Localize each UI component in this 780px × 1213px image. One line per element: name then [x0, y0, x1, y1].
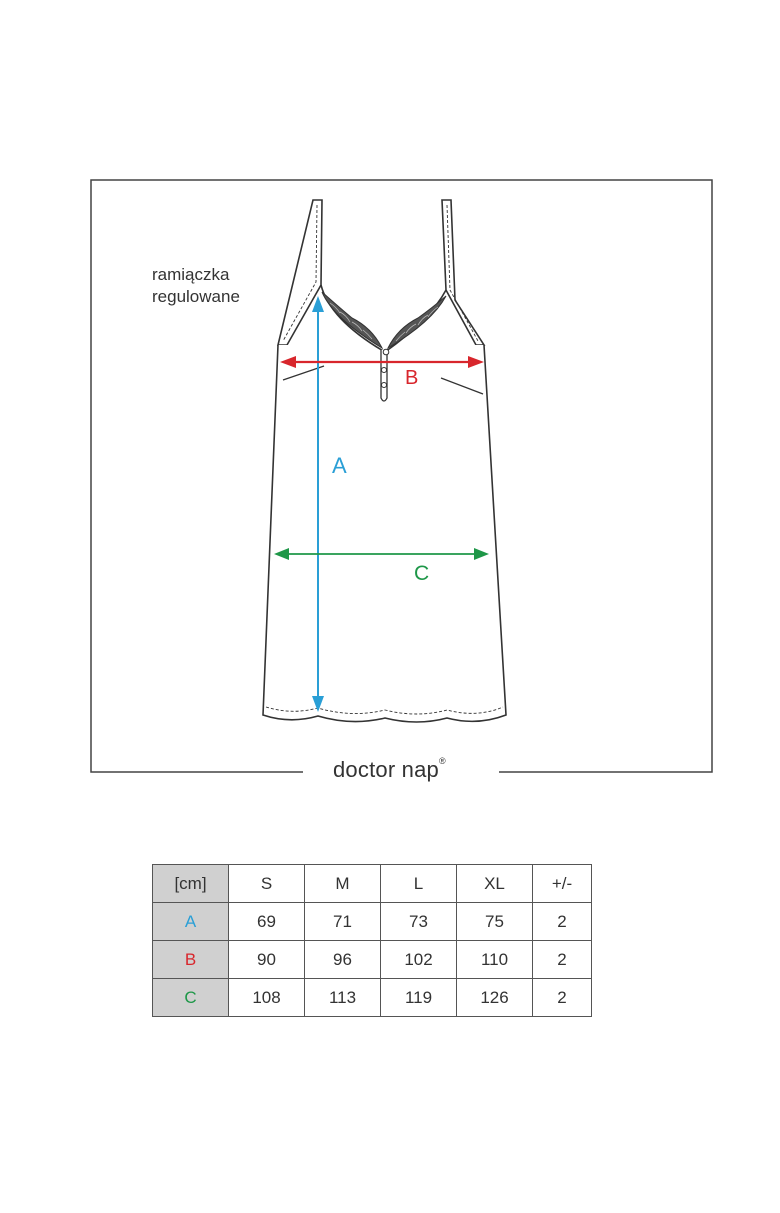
brand-name: doctor nap: [333, 757, 439, 782]
row-label-a: A: [153, 903, 229, 941]
table-row: [153, 979, 592, 1017]
registered-mark: ®: [438, 756, 446, 766]
strap-note-line-1: ramiączka: [152, 265, 230, 284]
cell-c-tolerance: 2: [533, 979, 592, 1017]
measure-a-label: A: [332, 453, 347, 478]
size-header-xl: XL: [457, 865, 533, 903]
strap-note: [152, 264, 240, 308]
tolerance-header-text: +/-: [551, 873, 573, 893]
brand-logo: [333, 757, 446, 783]
cell-b-xl: 110: [457, 941, 533, 979]
row-label-c: C: [153, 979, 229, 1017]
cell-c-xl: 126: [457, 979, 533, 1017]
size-table-header: [153, 865, 592, 903]
cell-b-l: 102: [381, 941, 457, 979]
cell-b-m: 96: [305, 941, 381, 979]
cell-a-tolerance: 2: [533, 903, 592, 941]
measure-c-label: C: [414, 562, 430, 585]
table-row: [153, 903, 592, 941]
button-bottom: [382, 383, 387, 388]
size-table: [152, 864, 592, 1017]
strap-note-line-2: regulowane: [152, 287, 240, 306]
strap-left: [278, 200, 322, 345]
cell-c-s: 108: [229, 979, 305, 1017]
lace-left: [322, 292, 382, 348]
cell-a-s: 69: [229, 903, 305, 941]
size-header-s: S: [229, 865, 305, 903]
cell-a-xl: 75: [457, 903, 533, 941]
button-middle: [382, 368, 387, 373]
cell-c-m: 113: [305, 979, 381, 1017]
size-header-m: M: [305, 865, 381, 903]
cell-a-l: 73: [381, 903, 457, 941]
cell-a-m: 71: [305, 903, 381, 941]
measure-b-label: B: [405, 367, 419, 389]
table-row: [153, 941, 592, 979]
size-header-l: L: [381, 865, 457, 903]
strap-right: [442, 200, 484, 345]
placket: [381, 350, 387, 401]
tolerance-header: [533, 865, 592, 903]
unit-header: [cm]: [153, 865, 229, 903]
row-label-b: B: [153, 941, 229, 979]
button-top: [383, 349, 389, 355]
cell-b-s: 90: [229, 941, 305, 979]
cell-c-l: 119: [381, 979, 457, 1017]
cell-b-tolerance: 2: [533, 941, 592, 979]
